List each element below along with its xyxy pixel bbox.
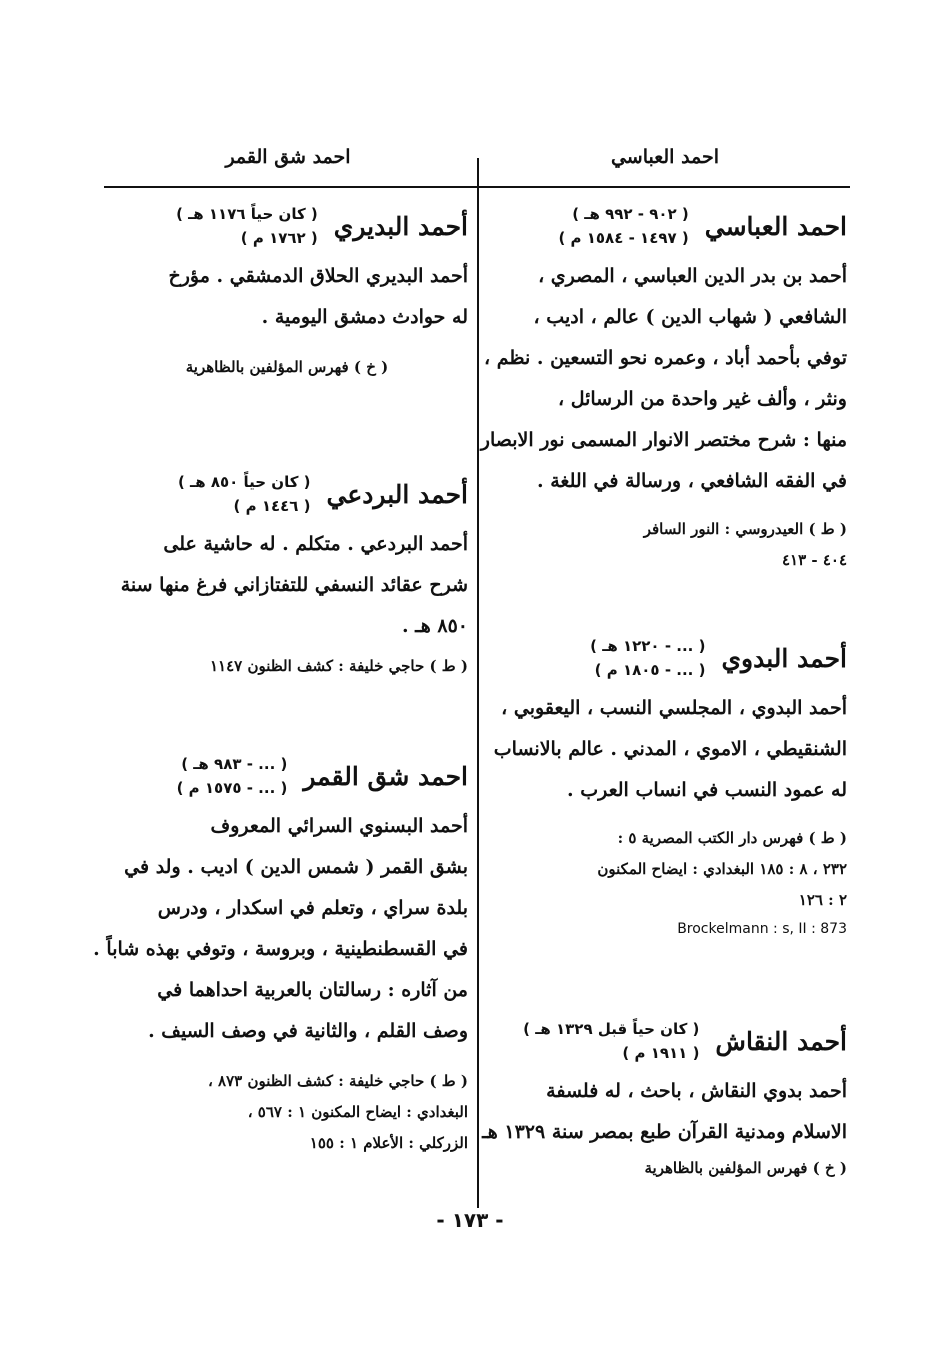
running-head-right: احمد العباسي (610, 146, 720, 168)
gregorian-dates: ( ١٩١١ م ) (622, 1044, 700, 1062)
hijri-dates: ( كان حياً قبل ١٣٢٩ هـ ) (523, 1020, 700, 1038)
body-line: أحمد البدوي ، المجلسي النسب ، اليعقوبي ، (501, 697, 847, 719)
source-line: الزركلي : الأعلام ١ : ١٥٥ (309, 1134, 468, 1152)
hijri-dates: ( ٩٠٢ - ٩٩٢ هـ ) (572, 205, 689, 223)
source-line: ( خ ) فهرس المؤلفين بالظاهرية (185, 358, 389, 376)
entry-abbasi (480, 196, 847, 576)
source-line: ( ط ) العيدروسي : النور السافر (643, 520, 847, 538)
body-line: في القسطنطينية ، وبروسة ، وتوفي بهذه شاباً . (93, 938, 468, 960)
entry-dates (590, 634, 705, 682)
body-line: أحمد البردعي . متكلم . له حاشية على (163, 533, 468, 555)
entry-dates (176, 202, 318, 250)
gregorian-dates: ( ١٤٤٦ م ) (233, 497, 311, 515)
source-line: ٤٠٤ - ٤١٣ (781, 551, 847, 569)
body-line: منها : شرح مختصر الانوار المسمى نور الابصار (480, 429, 847, 451)
gregorian-dates: ( ... - ١٥٧٥ م ) (176, 779, 288, 797)
entry-header (487, 1011, 847, 1071)
body-line: أحمد بن بدر الدين العباسي ، المصري ، (538, 265, 847, 287)
entry-name: أحمد البديري (333, 211, 468, 241)
source-line: ٢ : ١٢٦ (798, 891, 847, 909)
entry-header (487, 628, 847, 688)
source-line: ٢٣٢ ، ٨ : ١٨٥ البغدادي : ايضاح المكنون (597, 860, 847, 878)
entry-dates (523, 1017, 699, 1065)
running-head-left: احمد شق القمر (225, 146, 351, 168)
body-line: له عمود النسب في انساب العرب . (567, 779, 847, 801)
source-line: ( خ ) فهرس المؤلفين بالظاهرية (644, 1159, 847, 1177)
entry-header (106, 196, 468, 256)
gregorian-dates: ( ... - ١٨٠٥ م ) (594, 661, 706, 679)
entry-naqqash (482, 1011, 847, 1184)
entry-shaqq-al-qamar (93, 746, 468, 1159)
entry-bardai (106, 464, 468, 682)
body-line: الشافعي ( شهاب الدين ) عالم ، اديب ، (533, 306, 847, 328)
body-line: ٨٥٠ هـ . (401, 615, 468, 637)
hijri-dates: ( كان حياً ٨٥٠ هـ ) (177, 473, 311, 491)
entry-name: احمد العباسي (704, 211, 847, 241)
body-line: أحمد بدوي النقاش ، باحث ، له فلسفة (546, 1080, 847, 1102)
entry-budayri (106, 196, 468, 383)
body-line: بلدة سراي ، وتعلم في اسكدار ، ودرس (157, 897, 468, 919)
entry-header (106, 464, 468, 524)
hijri-dates: ( ... - ١٢٢٠ هـ ) (590, 637, 706, 655)
body-line: وصف القلم ، والثانية في وصف السيف . (148, 1020, 468, 1042)
gregorian-dates: ( ١٤٩٧ - ١٥٨٤ م ) (558, 229, 689, 247)
source-line: ( ط ) حاجي خليفة : كشف الظنون ٨٧٣ ، (207, 1072, 468, 1090)
body-line: شرح عقائد النسفي للتفتازاني فرغ منها سنة (120, 574, 468, 596)
hijri-dates: ( ... - ٩٨٣ هـ ) (181, 755, 288, 773)
body-line: ونثر ، وألف غير واحدة من الرسائل ، (557, 388, 847, 410)
entry-badawi (487, 628, 847, 942)
entry-header (487, 196, 847, 256)
hijri-dates: ( كان حياً ١١٧٦ هـ ) (176, 205, 318, 223)
source-line: ( ط ) حاجي خليفة : كشف الظنون ١١٤٧ (209, 657, 468, 675)
entry-header (106, 746, 468, 806)
entry-name: أحمد النقاش (715, 1026, 847, 1056)
entry-name: أحمد البردعي (326, 479, 468, 509)
column-divider (477, 158, 479, 1208)
body-line: أحمد البديري الحلاق الدمشقي . مؤرخ (168, 265, 468, 287)
body-line: أحمد البسنوي السرائي المعروف (210, 815, 468, 837)
body-line: في الفقه الشافعي ، ورسالة في اللغة . (536, 470, 847, 492)
body-line: توفي بأحمد أباد ، وعمره نحو التسعين . نظم ، (484, 347, 847, 369)
latin-reference: Brockelmann : s, II : 873 (677, 921, 847, 937)
page-number: - ١٧٣ - (436, 1208, 504, 1232)
body-line: بشق القمر ( شمس الدين ) اديب . ولد في (124, 856, 468, 878)
gregorian-dates: ( ١٧٦٢ م ) (240, 229, 318, 247)
source-line: ( ط ) فهرس دار الكتب المصرية ٥ : (617, 829, 847, 847)
entry-dates (558, 202, 688, 250)
entry-name: أحمد البدوي (721, 643, 847, 673)
source-line: البغدادي : ايضاح المكنون ١ : ٥٦٧ ، (247, 1103, 468, 1121)
body-line: الشنقيطي ، الاموي ، المدني . عالم بالانساب (493, 738, 847, 760)
body-line: من آثاره : رسالتان بالعربية احداهما في (157, 979, 468, 1001)
entry-dates (177, 752, 288, 800)
entry-dates (178, 470, 311, 518)
body-line: له حوادث دمشق اليومية . (261, 306, 468, 328)
entry-name: احمد شق القمر (303, 761, 468, 791)
body-line: الاسلام ومدنية القرآن طبع بمصر سنة ١٣٢٩ هـ (482, 1121, 847, 1143)
